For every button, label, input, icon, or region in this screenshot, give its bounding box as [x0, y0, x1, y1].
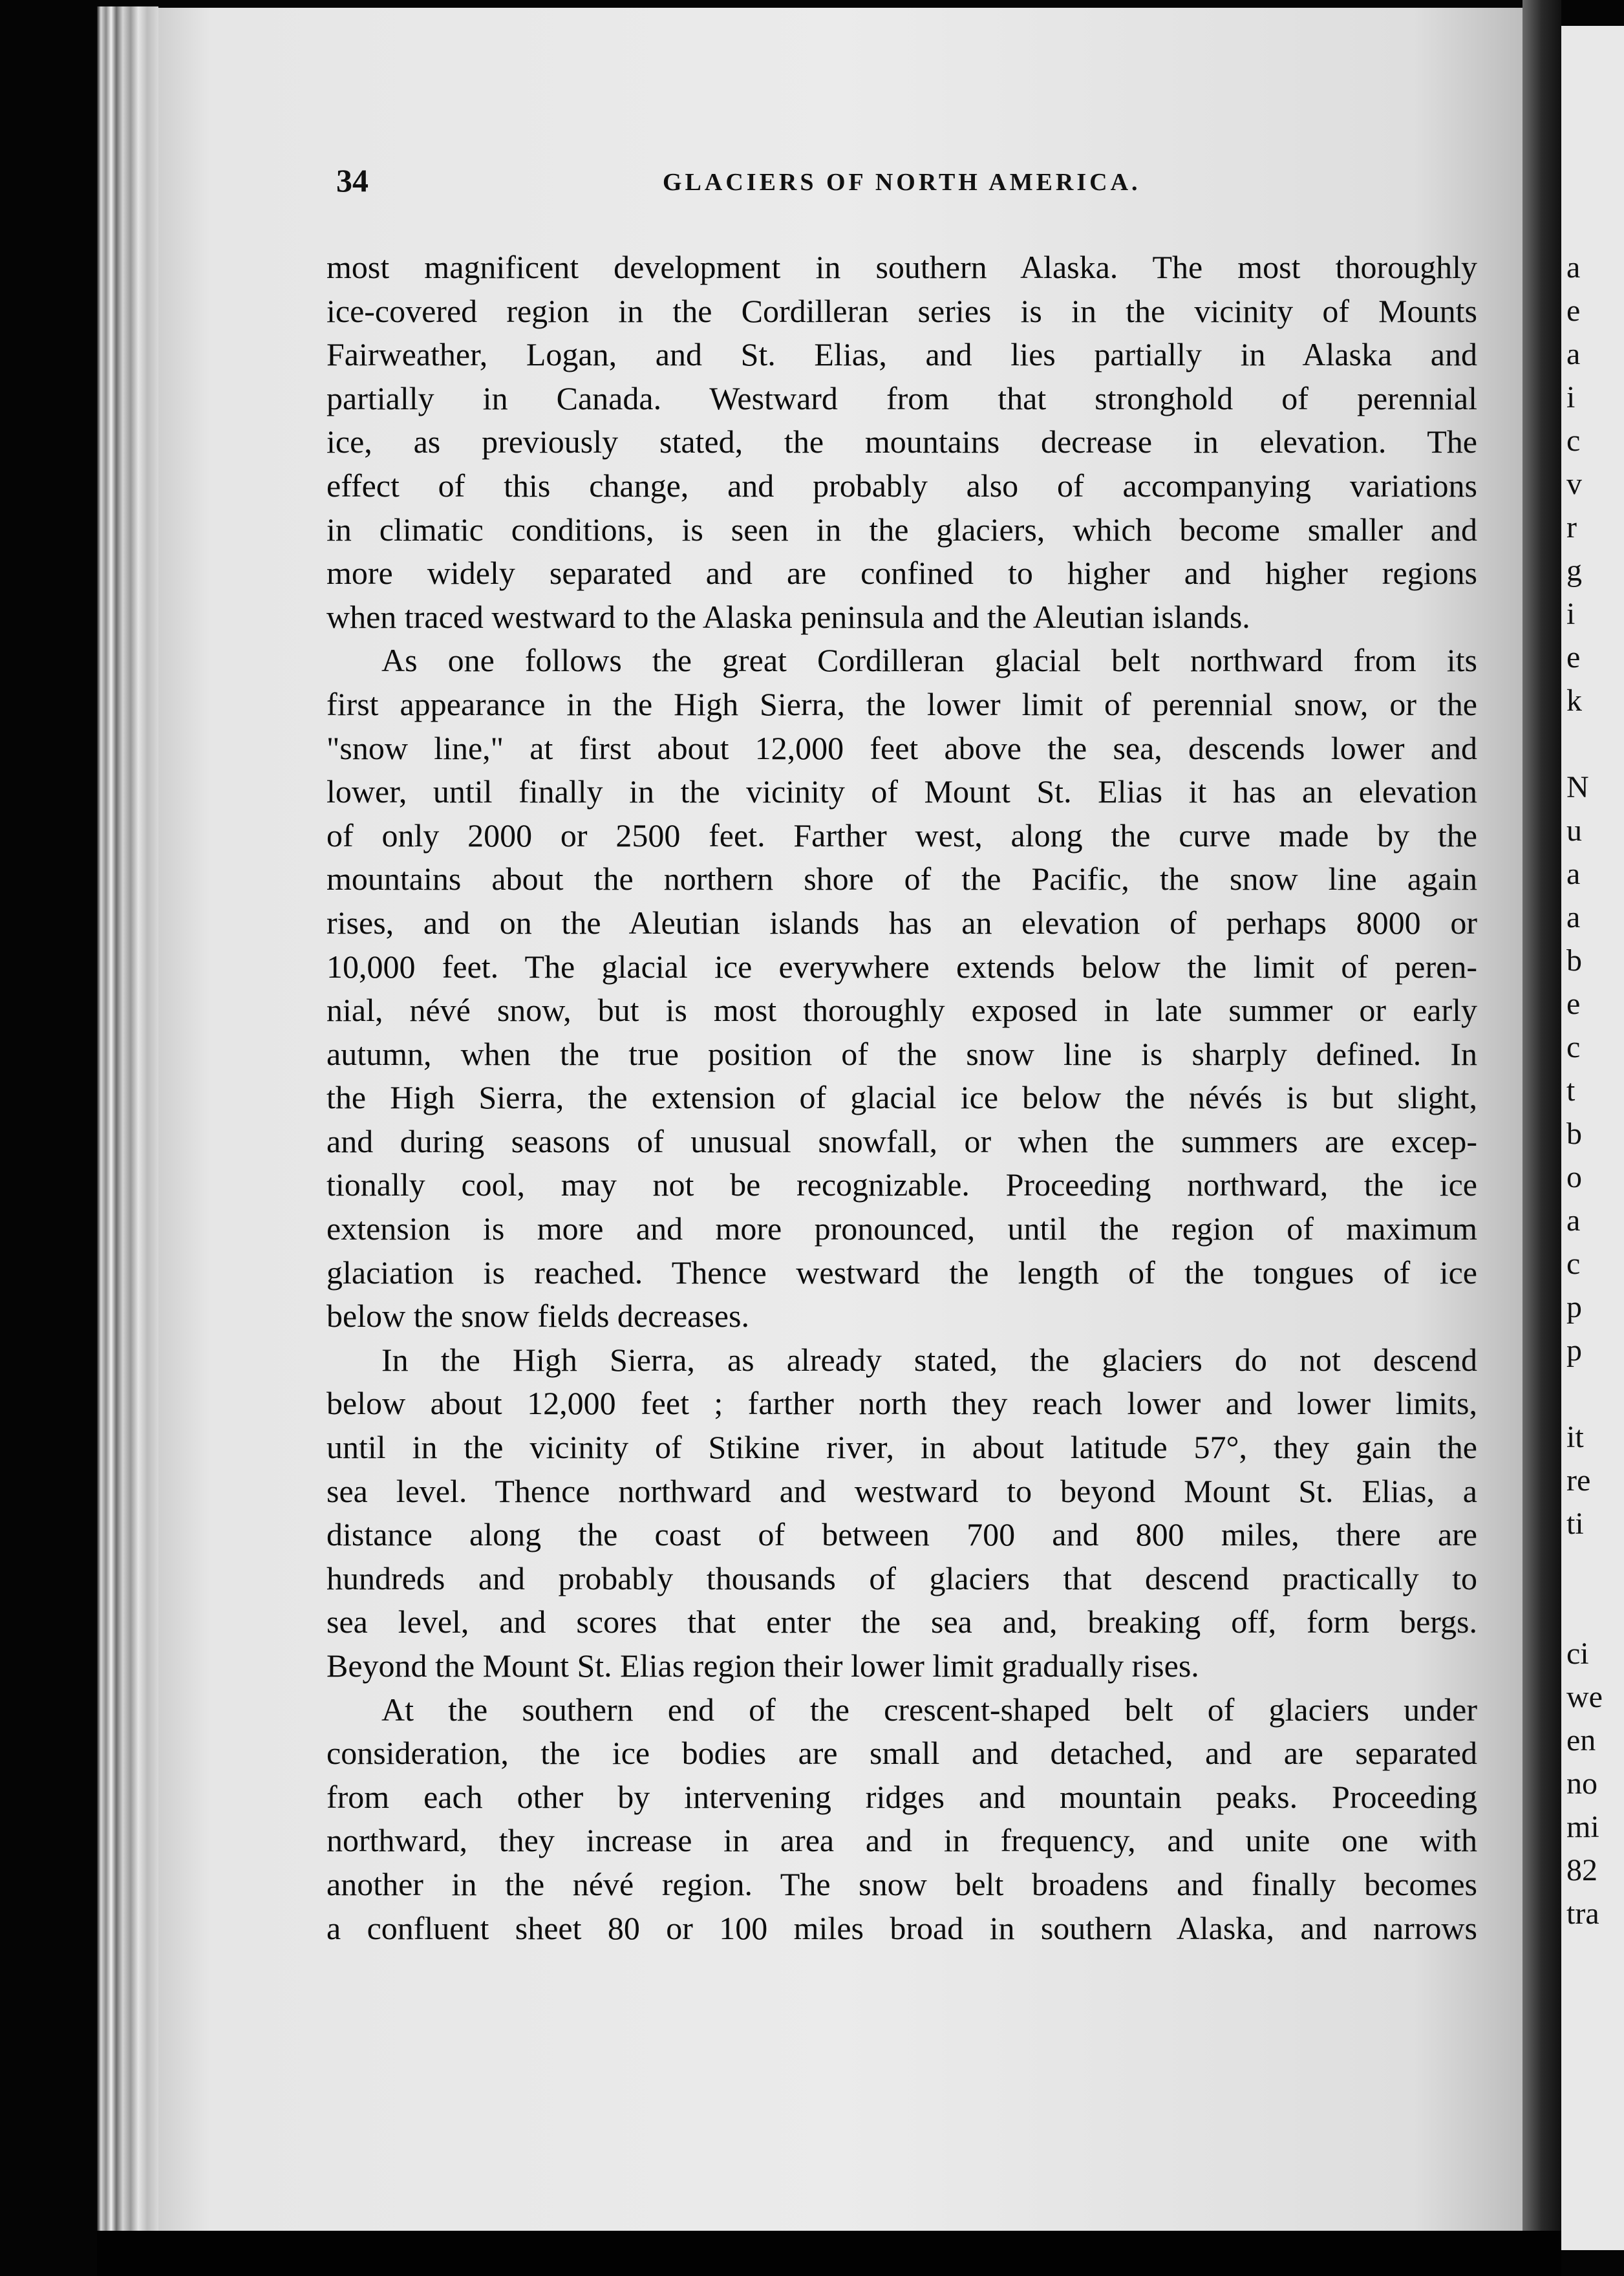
text-line: sea level, and scores that enter the sea and, breaking off, form bergs. [326, 1604, 1477, 1640]
text-line: when traced westward to the Alaska peninsula and the Aleutian islands. [326, 598, 1250, 635]
adjacent-page-fragment: a [1566, 1203, 1581, 1238]
adjacent-page-fragment: 82 [1566, 1853, 1597, 1887]
adjacent-page-fragment: tra [1566, 1896, 1599, 1931]
text-line: the High Sierra, the extension of glacial ice below the névés is but slight, [326, 1079, 1477, 1116]
adjacent-page-fragment: e [1566, 987, 1581, 1021]
book-gutter [1522, 0, 1561, 2276]
text-line: partially in Canada. Westward from that stronghold of perennial [326, 380, 1477, 416]
text-line: more widely separated and are confined to higher and higher regions [326, 555, 1477, 592]
adjacent-page-fragment: u [1566, 813, 1582, 848]
adjacent-page-fragment: ti [1566, 1507, 1584, 1541]
adjacent-page-fragment [1566, 1372, 1624, 1415]
text-line: ice, as previously stated, the mountains decrease in elevation. The [326, 424, 1477, 460]
adjacent-page-fragment: no [1566, 1766, 1597, 1801]
text-line: ice-covered region in the Cordilleran series is in the vicinity of Mounts [326, 292, 1477, 329]
paragraph-start-line: In the High Sierra, as already stated, the glaciers do not descend [381, 1341, 1477, 1378]
text-line: most magnificent development in southern Alaska. The most thoroughly [326, 249, 1477, 285]
adjacent-page-fragment: a [1566, 857, 1581, 891]
text-line: lower, until finally in the vicinity of Mount St. Elias it has an elevation [326, 773, 1477, 810]
text-line: rises, and on the Aleutian islands has an elevation of perhaps 8000 or [326, 904, 1477, 941]
text-line: autumn, when the true position of the snow line is sharply defined. In [326, 1035, 1477, 1072]
adjacent-page-fragment: v [1566, 467, 1582, 501]
text-line: northward, they increase in area and in frequency, and unite one with [326, 1822, 1477, 1859]
text-line: Fairweather, Logan, and St. Elias, and lies partially in Alaska and [326, 336, 1477, 373]
text-line: until in the vicinity of Stikine river, in about latitude 57°, they gain the [326, 1429, 1477, 1466]
adjacent-page-fragment: p [1566, 1333, 1582, 1368]
running-head: GLACIERS OF NORTH AMERICA. [663, 169, 1141, 196]
text-line: in climatic conditions, is seen in the glaciers, which become smaller and [326, 511, 1477, 548]
text-line: below about 12,000 feet ; farther north they reach lower and lower limits, [326, 1385, 1477, 1422]
text-line: from each other by intervening ridges and mountain peaks. Proceeding [326, 1778, 1477, 1815]
text-line: 10,000 feet. The glacial ice everywhere extends below the limit of peren- [326, 948, 1477, 985]
paragraph-start-line: At the southern end of the crescent-shaped belt of glaciers under [381, 1691, 1477, 1728]
adjacent-page-fragment: c [1566, 424, 1581, 458]
text-line: hundreds and probably thousands of glaciers that descend practically to [326, 1560, 1477, 1596]
adjacent-page-fragment [1566, 1545, 1624, 1589]
adjacent-page-fragment [1566, 1589, 1624, 1632]
text-line: sea level. Thence northward and westward to beyond Mount St. Elias, a [326, 1472, 1477, 1509]
body-text [326, 246, 1477, 1950]
adjacent-page-fragment: e [1566, 294, 1581, 328]
adjacent-page-fragment: i [1566, 597, 1576, 631]
text-line: first appearance in the High Sierra, the lower limit of perennial snow, or the [326, 685, 1477, 722]
adjacent-page-fragment: e [1566, 640, 1581, 674]
adjacent-page-fragment: en [1566, 1723, 1596, 1757]
text-line: Beyond the Mount St. Elias region their lower limit gradually rises. [326, 1648, 1199, 1684]
adjacent-page [1561, 26, 1624, 2250]
adjacent-page-fragment: k [1566, 683, 1582, 718]
adjacent-page-fragment: g [1566, 553, 1582, 588]
adjacent-page-fragment: we [1566, 1680, 1603, 1714]
paragraph-start-line: As one follows the great Cordilleran glacial belt northward from its [381, 642, 1477, 679]
text-line: and during seasons of unusual snowfall, or when the summers are excep- [326, 1122, 1477, 1159]
adjacent-page-fragment: ci [1566, 1637, 1589, 1671]
adjacent-page-fragment: i [1566, 380, 1576, 414]
adjacent-page-fragment: a [1566, 337, 1581, 371]
adjacent-page-fragment: c [1566, 1030, 1581, 1064]
text-line: mountains about the northern shore of the Pacific, the snow line again [326, 861, 1477, 897]
adjacent-page-fragment: t [1566, 1073, 1576, 1108]
adjacent-page-fragment: c [1566, 1247, 1581, 1281]
text-line: of only 2000 or 2500 feet. Farther west, along the curve made by the [326, 817, 1477, 854]
adjacent-page-fragment: a [1566, 250, 1581, 284]
adjacent-page-fragment: b [1566, 1117, 1582, 1151]
adjacent-page-fragment [1566, 722, 1624, 766]
scan-bottom-edge [97, 2231, 1561, 2276]
text-line: below the snow fields decreases. [326, 1298, 749, 1335]
text-line: effect of this change, and probably also of accompanying variations [326, 467, 1477, 504]
adjacent-page-fragment: N [1566, 770, 1589, 804]
text-line: "snow line," at first about 12,000 feet above the sea, descends lower and [326, 729, 1477, 766]
adjacent-page-fragment: o [1566, 1160, 1582, 1194]
text-line: glaciation is reached. Thence westward the length of the tongues of ice [326, 1254, 1477, 1291]
adjacent-page-text-fragments [1566, 246, 1624, 1935]
adjacent-page-fragment: it [1566, 1420, 1584, 1454]
adjacent-page-fragment: re [1566, 1463, 1591, 1498]
text-line: another in the névé region. The snow belt broadens and finally becomes [326, 1865, 1477, 1902]
adjacent-page-fragment: mi [1566, 1810, 1599, 1844]
adjacent-page-fragment: p [1566, 1290, 1582, 1324]
text-line: a confluent sheet 80 or 100 miles broad in southern Alaska, and narrows [326, 1909, 1477, 1946]
adjacent-page-fragment: r [1566, 510, 1577, 544]
text-line: tionally cool, may not be recognizable. Proceeding northward, the ice [326, 1166, 1477, 1203]
page-header [336, 162, 1474, 200]
text-line: distance along the coast of between 700 and 800 miles, there are [326, 1516, 1477, 1553]
text-line: extension is more and more pronounced, until the region of maximum [326, 1210, 1477, 1247]
adjacent-page-fragment: b [1566, 943, 1582, 978]
adjacent-page-fragment: a [1566, 900, 1581, 934]
text-line: consideration, the ice bodies are small and detached, and are separated [326, 1735, 1477, 1772]
text-line: nial, névé snow, but is most thoroughly exposed in late summer or early [326, 992, 1477, 1029]
book-page-edges [97, 6, 158, 2231]
page-number: 34 [336, 162, 369, 199]
